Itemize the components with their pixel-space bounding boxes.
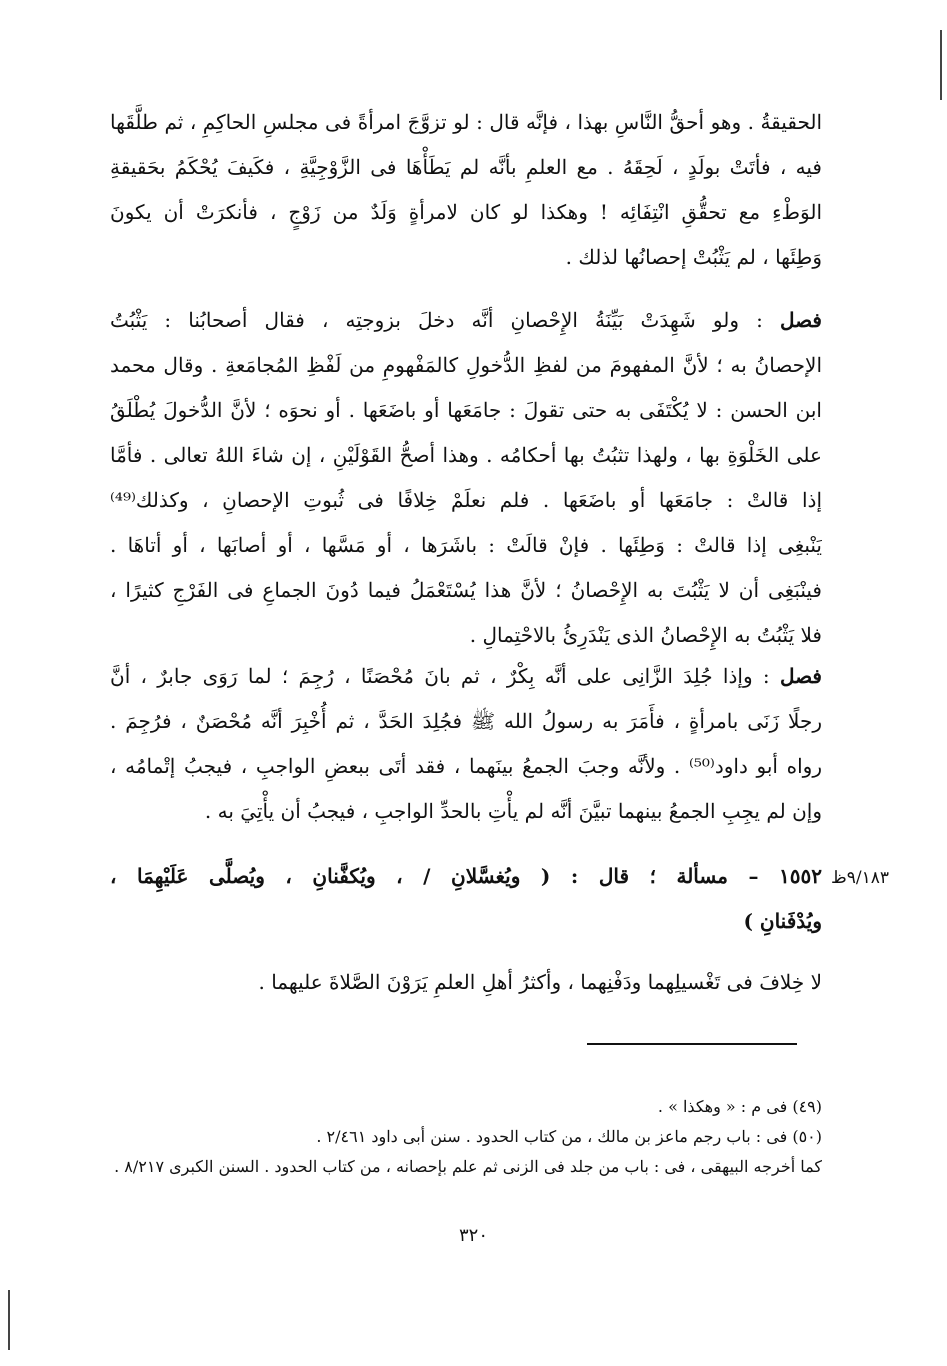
text-line: [110, 298, 822, 343]
opening-paragraph: [110, 100, 822, 280]
text-line: الحقيقةُ . وهو أحقُّ النَّاسِ بهذا ، فإنَّه قال : لو تزوَّجَ امرأةً فى مجلسِ الحاكِمِ ، ثم طلَّقَها: [110, 110, 822, 134]
text-line: الوَطْءِ مع تحقُّقِ انْتِفَائِه ! وهكذا لو كان لامرأةٍ وَلَدٌ من زَوْجٍ ، فأنكرَتْ أن يكونَ: [110, 200, 822, 224]
issue-line: ويُدْفَنانِ ): [743, 909, 822, 933]
section-heading: فصل: [779, 308, 822, 332]
page-number: ٣٢٠: [458, 1225, 488, 1246]
issue-line: ١٥٥٢ – مسألة ؛ قال : ( ويُغسَّلانِ / ، ويُكفَّنانِ ، ويُصلَّى عَلَيْهِمَا ،: [110, 864, 822, 888]
text-line: وَطِئَها ، لم يَثْبُتْ إحصانُها لذلك .: [565, 245, 822, 269]
text-line: الإحصانُ به ؛ لأنَّ المفهومَ من لفظِ الدُّخولِ كالمَفْهومِ من لَفْظِ المُجامَعةِ . وقال محمد: [110, 353, 822, 377]
text-fragment: : ولو شَهِدَتْ بَيِّنَةُ الإِحْصانِ أنَّه دخلَ بزوجتِه ، فقال أصحابُنا : يَثْبُتُ: [110, 308, 763, 332]
section-paragraph-1: [110, 298, 822, 658]
section-paragraph-2: [110, 654, 822, 834]
answer-paragraph: [110, 960, 822, 1005]
issue-heading: [110, 854, 822, 944]
text-line: فينْبَغِى أن لا يَثْبُتَ به الإِحْصانُ ؛ لأنَّ هذا يُسْتَعْمَلُ فيما دُونَ الجماعِ فى الفَرْجِ كثيرًا ،: [110, 578, 822, 602]
text-line: إذا قالتْ : جامَعَها أو باضَعَها . فلم نعلَمْ خِلافًا فى ثُبوتِ الإحصانِ ، وكذلك⁽⁴⁹⁾: [110, 488, 822, 512]
text-line: وإن لم يجِبِ الجمعُ بينهما تبيَّنَ أنَّه لم يأْتِ بالحدِّ الواجبِ ، فيجبُ أن يأْتِيَ به .: [204, 799, 822, 823]
text-fragment: : وإذا جُلِدَ الزَّانِى على أنَّه بِكْرٌ ، ثم بانَ مُحْصَنًا ، رُجِمَ ؛ لما رَوَى جابرٌ ، أنَّ: [110, 664, 770, 688]
footnotes: [110, 1092, 822, 1182]
text-line: على الخَلْوَةِ بها ، ولهذا تثبُتُ بها أحكامُه . وهذا أصحُّ القَوْلَيْنِ ، إن شاءَ اللهُ تعالى . فأمَّا: [110, 443, 822, 467]
footnote: (٥٠) فى : باب رجم ماعز بن مالك ، من كتاب الحدود . سنن أبى داود ٢/٤٦١ .: [316, 1127, 822, 1146]
footnote: (٤٩) فى م : « وهكذا » .: [657, 1097, 822, 1116]
footnote: كما أخرجه البيهقى ، فى : باب من جلد فى الزنى ثم علم بإحصانه ، من كتاب الحدود . السنن الكبرى ٨/٢١٧ .: [114, 1157, 822, 1176]
text-line: فلا يَثْبُتُ به الإِحْصانُ الذى يَنْدَرِئُ بالاحْتِمالِ .: [469, 623, 822, 647]
text-line: رجلًا زَنَى بامرأةٍ ، فأَمَرَ به رسولُ الله ﷺ فجُلِدَ الحَدَّ ، ثم أُخْبِرَ أنَّه مُحْصَنٌ ، فرُجِمَ .: [110, 709, 822, 733]
section-heading: فصل: [779, 664, 822, 688]
text-line: رواه أبو داود⁽⁵⁰⁾ . ولأنَّه وجبَ الجمعُ بينَهما ، فقد أتَى ببعضِ الواجبِ ، فيجبُ إتْمامُه ،: [110, 754, 822, 778]
text-line: [110, 654, 822, 699]
text-line: ابن الحسن : لا يُكْتَفَى به حتى تقولَ : جامَعَها أو باضَعَها . أو نحوَه ؛ لأنَّ الدُّخولَ يُطْلَقُ: [110, 398, 822, 422]
text-line: لا خِلافَ فى تَغْسيلِهما ودَفْنِهما ، وأكثرُ أهلِ العلمِ يَرَوْنَ الصَّلاةَ عليهما .: [258, 970, 822, 994]
margin-reference: ٩/١٨٣ظ: [831, 868, 889, 888]
scan-edge-mark: [940, 30, 942, 100]
footnote-separator: [587, 1043, 797, 1045]
scan-edge-mark: [8, 1290, 10, 1350]
text-line: يَنْبغِى إذا قالتْ : وَطِئَها . فإنْ قالَتْ : باشَرَها ، أو مَسَّها ، أو أصابَها ، أو أتاهَا .: [110, 533, 822, 557]
text-line: فيه ، فأتَتْ بولَدٍ ، لَحِقَهُ . مع العلمِ بأنَّه لم يَطَأْهَا فى الزَّوْجِيَّةِ ، فكَيفَ يُحْكَمُ بحَقيقةِ: [110, 155, 822, 179]
